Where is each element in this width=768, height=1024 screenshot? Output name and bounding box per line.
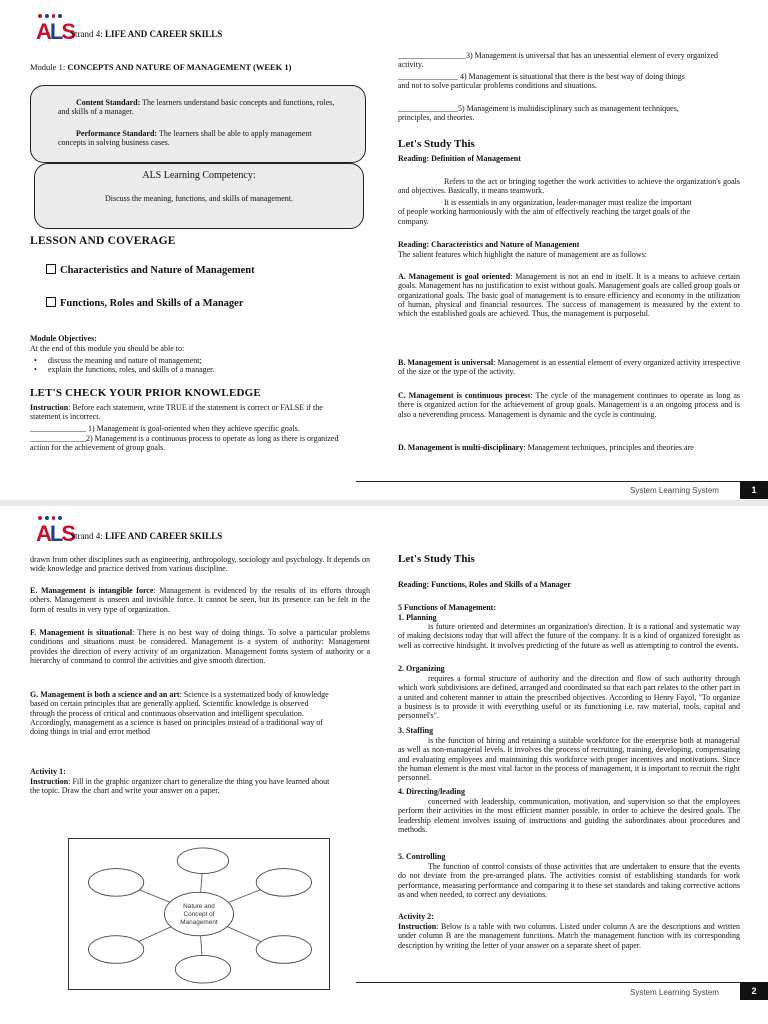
quiz-item: _________________3) Management is universal that has an unessential element of every organized activity. xyxy=(398,51,718,70)
organizer-bubble xyxy=(177,848,228,874)
footer-rule xyxy=(356,982,766,983)
objectives-list xyxy=(30,356,214,375)
als-logo: ALS xyxy=(36,516,68,544)
activity-heading: Activity 2: xyxy=(398,912,434,921)
characteristic-paragraph: B. Management is universal: Management is an essential element of every organized activity irrespective of the size or the type of the activity. xyxy=(398,358,741,377)
checkbox-icon xyxy=(46,264,56,274)
page-number: 2 xyxy=(740,982,768,1000)
document-page-1 xyxy=(0,0,768,500)
organizer-center-line: Management xyxy=(180,918,218,926)
function-text: is the function of hiring and retaining a suitable workforce for the enterprise both at managerial as well as non-managerial levels. It involves the process of recruiting, training, developing, compensating and evaluating employees and maintaining this workforce with proper incentives and motivations. Since the human element is the most vital factor in the process of management, it is important to recruit the right personnel. xyxy=(398,736,740,783)
list-item: • explain the functions, roles, and skills of a manager. xyxy=(30,365,214,374)
graphic-organizer xyxy=(68,838,330,990)
reading-heading: Reading: Functions, Roles and Skills of a Manager xyxy=(398,580,571,589)
reading-heading: Reading: Characteristics and Nature of Management xyxy=(398,240,580,249)
activity-instruction: Instruction: Below is a table with two columns. Listed under column A are the descriptions and written under column B are the management functions. Match the management function with its corresponding description by writing the letter of your answer on a separate sheet of paper. xyxy=(398,922,740,950)
function-text: The function of control consists of those activities that are undertaken to ensure that the events do not deviate from the pre-arranged plans. The activities consist of establishing standards for work performance, measuring performance and comparing it to these set standards and taking corrective actions as and when needed, to correct any deviations. xyxy=(398,862,740,899)
quiz-item: ______________2) Management is a continuous process to operate as long as there is organized action for the achievement of group goals. xyxy=(30,434,339,453)
page-number: 1 xyxy=(740,481,768,499)
activity-instruction: Instruction: Fill in the graphic organizer chart to generalize the thing you have learned about the topic. Draw the chart and write your answer on a paper. xyxy=(30,777,330,796)
objectives-intro: At the end of this module you should be able to: xyxy=(30,344,185,353)
objectives-heading: Module Objectives: xyxy=(30,334,97,343)
reading-heading: Reading: Definition of Management xyxy=(398,154,521,163)
function-text: is future oriented and determines an organization's direction. It is a rational and systematic way of making decisions today that will affect the future of the company. It is a kind of organized foresight as well as corrective hindsight. It involves predicting of the future as well as attempting to control the events. xyxy=(398,622,740,650)
continued-paragraph: drawn from other disciplines such as engineering, anthropology, sociology and psychology. It depends on wide knowledge and practice derived from various discipline. xyxy=(30,555,370,574)
organizer-bubble xyxy=(256,869,311,897)
study-heading: Let's Study This xyxy=(398,553,475,565)
checkbox-icon xyxy=(46,297,56,307)
prior-instruction: Instruction: Before each statement, write TRUE if the statement is correct or FALSE if the statement is incorrect. xyxy=(30,403,323,422)
activity-heading: Activity 1: xyxy=(30,767,66,776)
standards-box xyxy=(30,85,366,163)
function-title: 5. Controlling xyxy=(398,852,446,861)
organizer-center-line: Nature and xyxy=(183,903,215,911)
organizer-bubble xyxy=(256,936,311,964)
characteristic-paragraph: A. Management is goal oriented: Management is not an end in itself. It is a means to achieve certain goals. Management has no justification to exist without goals. Management goals are called group goals or organizational goals. The basic goal of management is to ensure efficiency and economy in the utilization of human, physical and financial resources. The success of management is measured by the extent to which the established goals are achieved. Thus, the management is purposeful. xyxy=(398,272,741,319)
organizer-bubble xyxy=(175,955,230,983)
module-title: Module 1: CONCEPTS AND NATURE OF MANAGEMENT (WEEK 1) xyxy=(30,62,292,72)
characteristic-paragraph: D. Management is multi-disciplinary: Management techniques, principles and theories are xyxy=(398,443,694,452)
function-title: 3. Staffing xyxy=(398,726,434,735)
footer-rule xyxy=(356,481,766,482)
reading-paragraph: Refers to the act or bringing together the work activities to achieve the organization's goals and objectives. Basically, it means teamwork. xyxy=(398,177,740,196)
prior-knowledge-heading: LET'S CHECK YOUR PRIOR KNOWLEDGE xyxy=(30,387,261,399)
als-logo: ALS xyxy=(36,14,68,42)
function-text: requires a formal structure of authority and the direction and flow of such authority through which work subdivisions are defined, arranged and coordinated so that each part relates to the other part in a united and coherent manner to attain the prescribed objectives. According to Henry Fayol, "To organize a business is to provide it with everything useful or its functioning i.e. raw material, tools, capital and personnel's". xyxy=(398,674,740,721)
function-title: 1. Planning xyxy=(398,613,437,622)
function-title: 2. Organizing xyxy=(398,664,445,673)
competency-text: Discuss the meaning, functions, and skills of management. xyxy=(105,194,293,203)
characteristic-paragraph: F. Management is situational: There is no best way of doing things. To solve a particular problems conditions and situations must be considered. Management is a system of authority: Management provides the direction of every activity of an organization. Management forms system of authority or a hierarchy of command to control the activities and give smooth direction. xyxy=(30,628,371,665)
function-title: 4. Directing/leading xyxy=(398,787,465,796)
content-standard: Content Standard: The learners understand basic concepts and functions, roles, and skills of a manager. xyxy=(58,98,335,117)
list-item: • discuss the meaning and nature of management; xyxy=(30,356,214,365)
characteristic-paragraph: C. Management is continuous process: The cycle of the management continues to operate as long as there is organized action for the achievement of group goals. Management is a an ongoing process and is also a neverending process. Management is dynamic and the cycle is continuing. xyxy=(398,391,741,419)
characteristic-paragraph: E. Management is intangible force: Management is evidenced by the results of its efforts through others. Management is unseen and invisible force. It cannot be seen, but its presence can be felt in the form of results in very type of organization. xyxy=(30,586,371,614)
functions-heading: 5 Functions of Management: xyxy=(398,603,496,612)
strand-header: Strand 4: LIFE AND CAREER SKILLS xyxy=(70,531,223,541)
lesson-item: Functions, Roles and Skills of a Manager xyxy=(46,297,243,309)
footer-label: System Learning System xyxy=(630,988,719,997)
footer-label: System Learning System xyxy=(630,486,719,495)
study-heading: Let's Study This xyxy=(398,138,475,150)
function-text: concerned with leadership, communication, motivation, and supervision so that the employees perform their activities in the most efficient manner possible, in order to achieve the desired goals. The leadership element involves issuing of instructions and guiding the subordinates about procedures and methods. xyxy=(398,797,740,834)
organizer-center-line: Concept of xyxy=(183,910,215,918)
organizer-bubble xyxy=(88,869,143,897)
quiz-item: _______________ 4) Management is situational that there is the best way of doing things and not to solve particular problems conditions and situations. xyxy=(398,72,685,91)
lesson-item: Characteristics and Nature of Management xyxy=(46,264,255,276)
organizer-bubble xyxy=(88,936,143,964)
characteristic-paragraph: G. Management is both a science and an art: Science is a systematized body of knowledge based on certain principles that are generally applied. Scientific knowledge is observed through the process of critical and continuous observation and intelligent speculation. Accordingly, management as a science is based on principles instead of a traditional way of doing things in trial and error method xyxy=(30,690,329,737)
reading-intro: The salient features which highlight the nature of management are as follows: xyxy=(398,250,648,259)
strand-header: Strand 4: LIFE AND CAREER SKILLS xyxy=(70,29,223,39)
competency-title: ALS Learning Competency: xyxy=(142,170,256,181)
document-page-2 xyxy=(0,506,768,1006)
quiz-item: _______________5) Management is multidisciplinary such as management techniques, principles, and theories. xyxy=(398,104,679,123)
performance-standard: Performance Standard: The learners shall be able to apply management concepts in solving business cases. xyxy=(58,129,312,148)
lesson-heading: LESSON AND COVERAGE xyxy=(30,235,176,247)
quiz-item: ______________ 1) Management is goal-oriented when they achieve specific goals. xyxy=(30,424,300,433)
reading-paragraph: It is essentials in any organization, leader-manager must realize the important of people working harmoniously with the aim of effectively reaching the target goals of the company. xyxy=(398,198,692,226)
